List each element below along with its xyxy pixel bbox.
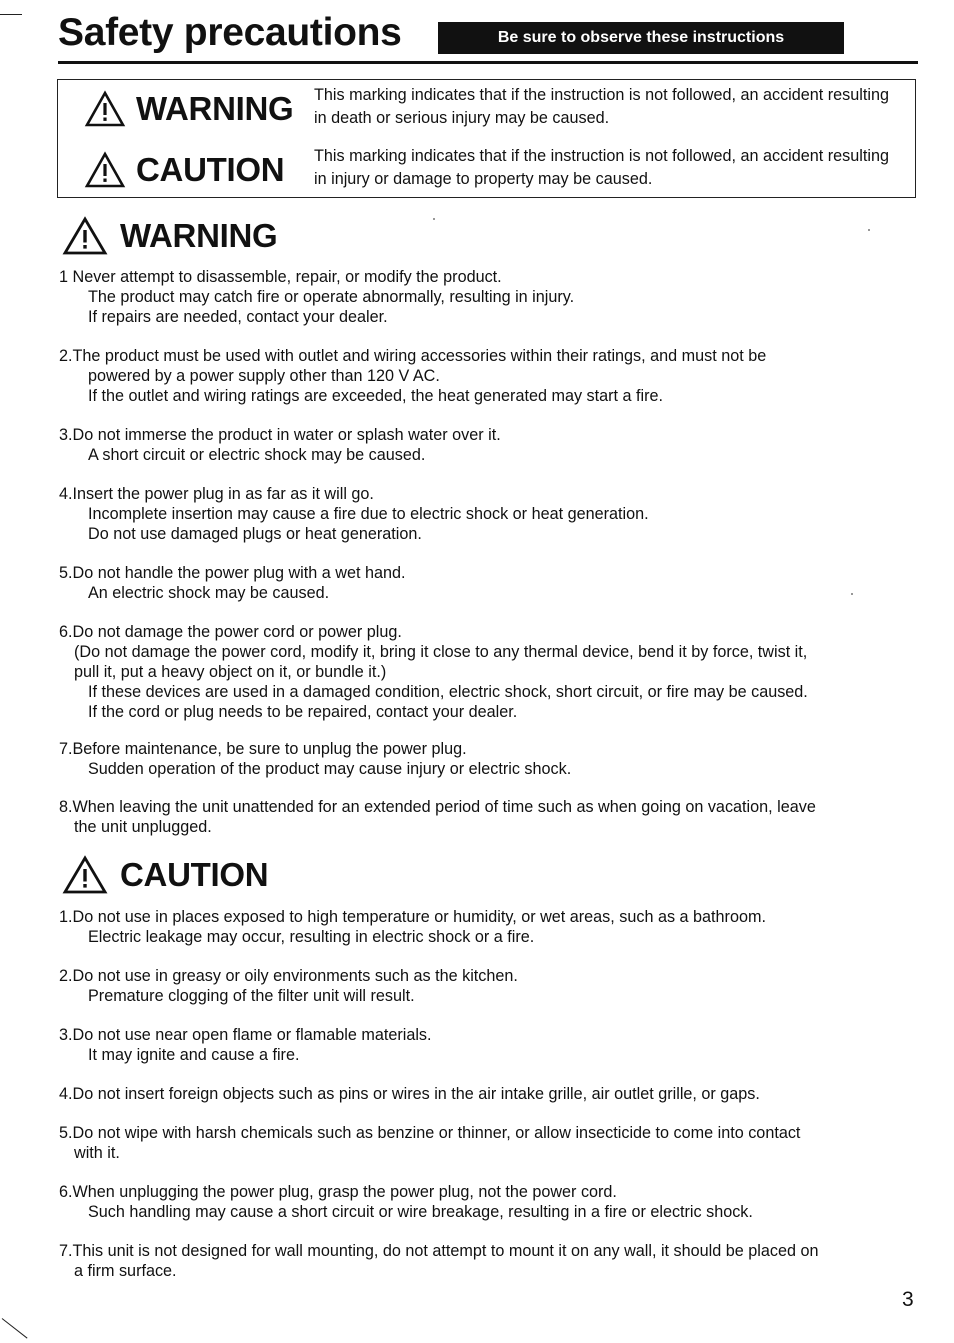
warning-item-detail: pull it, put a heavy object on it, or bundle it.)	[74, 663, 387, 681]
caution-item-5	[59, 1123, 909, 1163]
warning-item-statement: 5.Do not handle the power plug with a wet hand.	[59, 564, 406, 582]
caution-item-statement: 5.Do not wipe with harsh chemicals such as benzine or thinner, or allow insecticide to come into contact	[59, 1124, 801, 1142]
warning-item-statement: 6.Do not damage the power cord or power plug.	[59, 623, 402, 641]
caution-item-statement: 1.Do not use in places exposed to high temperature or humidity, or wet areas, such as a bathroom.	[59, 908, 766, 926]
caution-item-statement: 7.This unit is not designed for wall mounting, do not attempt to mount it on any wall, it should be placed on	[59, 1242, 819, 1260]
warning-item-statement: 3.Do not immerse the product in water or splash water over it.	[59, 426, 501, 444]
header-divider	[58, 61, 918, 64]
warning-item-detail: powered by a power supply other than 120 V AC.	[88, 367, 440, 385]
warning-item-detail: A short circuit or electric shock may be caused.	[88, 446, 426, 464]
warning-item-3	[59, 425, 909, 465]
warning-section-heading	[62, 214, 277, 258]
warning-item-5	[59, 563, 909, 603]
instruction-banner: Be sure to observe these instructions	[438, 22, 844, 54]
warning-item-detail: (Do not damage the power cord, modify it, bring it close to any thermal device, bend it by force, twist it,	[74, 643, 808, 661]
legend-warning-label: WARNING	[136, 90, 294, 127]
warning-item-4	[59, 484, 909, 544]
page-header	[58, 10, 918, 58]
warning-item-6	[59, 622, 909, 722]
caution-item-2	[59, 966, 909, 1006]
scan-speck	[868, 229, 870, 231]
warning-item-detail: The product may catch fire or operate abnormally, resulting in injury.	[88, 288, 575, 306]
warning-item-detail: Do not use damaged plugs or heat generation.	[88, 525, 422, 543]
warning-item-statement: 4.Insert the power plug in as far as it will go.	[59, 485, 374, 503]
warning-item-statement: 2.The product must be used with outlet and wiring accessories within their ratings, and must not be	[59, 347, 767, 365]
warning-item-detail: the unit unplugged.	[74, 818, 212, 836]
caution-item-detail: Such handling may cause a short circuit or wire breakage, resulting in a fire or electric shock.	[88, 1203, 753, 1221]
legend-warning-text: This marking indicates that if the instruction is not followed, an accident resulting in death or serious injury may be caused.	[314, 86, 889, 127]
crop-mark-bottom-left	[2, 1318, 28, 1338]
caution-item-3	[59, 1025, 909, 1065]
caution-item-statement: 6.When unplugging the power plug, grasp the power plug, not the power cord.	[59, 1183, 617, 1201]
caution-section-title: CAUTION	[120, 856, 269, 893]
warning-item-statement: 7.Before maintenance, be sure to unplug the power plug.	[59, 740, 467, 758]
scan-speck	[433, 218, 435, 220]
caution-item-statement: 3.Do not use near open flame or flamable materials.	[59, 1026, 432, 1044]
warning-item-detail: If the outlet and wiring ratings are exceeded, the heat generated may start a fire.	[88, 387, 663, 405]
caution-item-detail: It may ignite and cause a fire.	[88, 1046, 300, 1064]
warning-triangle-icon	[62, 216, 108, 256]
warning-item-2	[59, 346, 909, 406]
warning-item-statement: 1 Never attempt to disassemble, repair, or modify the product.	[59, 268, 502, 286]
caution-item-detail: Electric leakage may occur, resulting in electric shock or a fire.	[88, 928, 535, 946]
warning-item-statement: 8.When leaving the unit unattended for an extended period of time such as when going on vacation, leave	[59, 798, 816, 816]
page-title: Safety precautions	[58, 11, 402, 54]
warning-item-detail: Incomplete insertion may cause a fire due to electric shock or heat generation.	[88, 505, 649, 523]
caution-item-detail: a firm surface.	[74, 1262, 177, 1280]
scan-speck	[851, 593, 853, 595]
warning-item-7	[59, 739, 909, 779]
warning-item-detail: If repairs are needed, contact your dealer.	[88, 308, 388, 326]
warning-triangle-icon	[84, 90, 126, 128]
legend-caution-text: This marking indicates that if the instruction is not followed, an accident resulting in injury or damage to property may be caused.	[314, 147, 889, 188]
caution-triangle-icon	[84, 151, 126, 189]
page-number: 3	[902, 1288, 914, 1311]
caution-item-detail: with it.	[74, 1144, 120, 1162]
caution-item-6	[59, 1182, 909, 1222]
caution-section-heading	[62, 853, 268, 897]
caution-item-statement: 4.Do not insert foreign objects such as pins or wires in the air intake grille, air outlet grille, or gaps.	[59, 1085, 760, 1103]
caution-triangle-icon	[62, 855, 108, 895]
legend-warning	[58, 82, 915, 138]
warning-item-detail: If the cord or plug needs to be repaired, contact your dealer.	[88, 703, 518, 721]
warning-item-detail: An electric shock may be caused.	[88, 584, 330, 602]
warning-item-8	[59, 797, 909, 837]
warning-item-1	[59, 267, 909, 327]
caution-item-7	[59, 1241, 909, 1281]
caution-item-statement: 2.Do not use in greasy or oily environments such as the kitchen.	[59, 967, 518, 985]
legend-caution	[58, 143, 915, 199]
legend-caution-label: CAUTION	[136, 151, 285, 188]
caution-item-detail: Premature clogging of the filter unit will result.	[88, 987, 415, 1005]
hazard-legend	[57, 79, 916, 198]
warning-section-title: WARNING	[120, 217, 278, 254]
warning-item-detail: If these devices are used in a damaged condition, electric shock, short circuit, or fire may be caused.	[88, 683, 808, 701]
crop-mark-top-left	[0, 14, 22, 15]
warning-item-detail: Sudden operation of the product may cause injury or electric shock.	[88, 760, 572, 778]
caution-item-1	[59, 907, 909, 947]
caution-item-4	[59, 1084, 909, 1104]
